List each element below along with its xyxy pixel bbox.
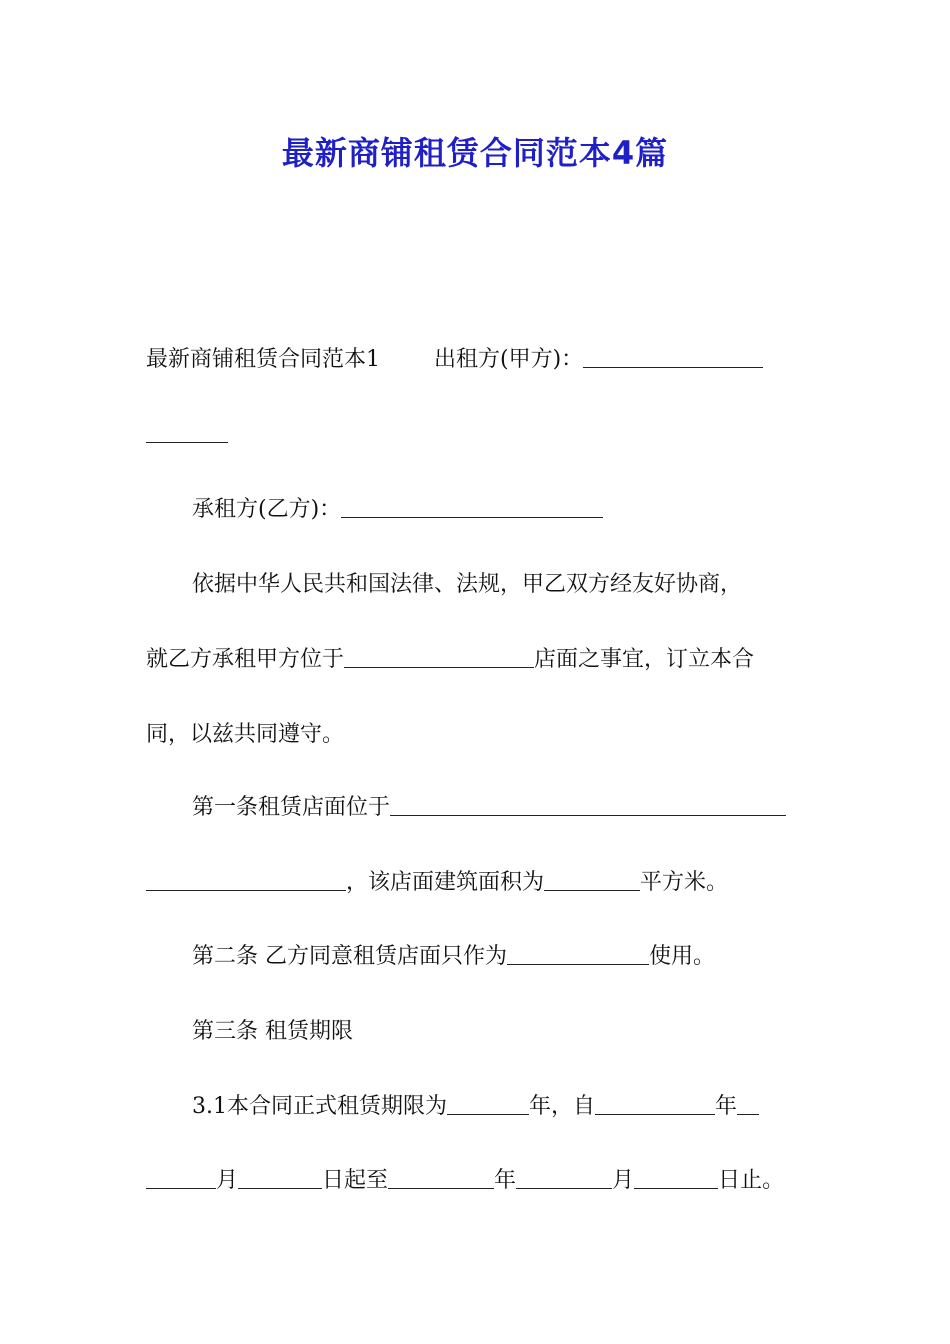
location-blank	[344, 645, 534, 668]
end-month-blank	[516, 1166, 612, 1189]
lessee-label: 承租方(乙方)：	[192, 497, 342, 522]
contract-line-1	[146, 345, 808, 375]
usage-blank	[507, 942, 649, 965]
area-blank	[544, 868, 640, 891]
contract-line-2	[192, 495, 808, 525]
lessee-blank	[341, 495, 603, 518]
end-year-blank	[388, 1166, 494, 1189]
document-title: 最新商铺租赁合同范本4篇	[281, 134, 669, 172]
article-2: 第二条 乙方同意租赁店面只作为	[192, 944, 507, 969]
start-month-blank	[737, 1092, 759, 1115]
contract-line-7: ，该店面建筑面积为 平方米。	[146, 868, 808, 898]
contract-line-10: 3.1本合同正式租赁期限为 年，自 年	[192, 1092, 808, 1122]
contract-line-4: 就乙方承租甲方位于 店面之事宜，订立本合	[146, 647, 755, 672]
shop-address-blank	[390, 793, 786, 816]
contract-line-6	[192, 793, 808, 823]
start-year-blank	[595, 1092, 715, 1115]
start-day-blank	[238, 1166, 322, 1189]
article-3: 第三条 租赁期限	[192, 1019, 353, 1044]
contract-subtitle: 最新商铺租赁合同范本1	[146, 347, 380, 372]
start-month-blank-cont	[146, 1166, 216, 1189]
article-1: 第一条租赁店面位于	[192, 795, 391, 820]
end-day-blank	[634, 1166, 718, 1189]
contract-line-5: 同，以兹共同遵守。	[146, 722, 345, 747]
lessor-blank	[583, 345, 763, 368]
contract-line-1-cont	[146, 420, 808, 450]
contract-line-3: 依据中华人民共和国法律、法规，甲乙双方经友好协商，	[192, 572, 743, 597]
contract-line-9	[192, 1017, 808, 1047]
contract-line-8: 第二条 乙方同意租赁店面只作为 使用。	[192, 944, 716, 969]
shop-address-blank-cont	[146, 868, 346, 891]
term-years-blank	[447, 1092, 529, 1115]
lessor-blank-cont	[146, 420, 228, 443]
lessor-label: 出租方(甲方)：	[434, 347, 584, 372]
contract-line-11: 月 日起至 年 月 日止。	[146, 1166, 808, 1196]
